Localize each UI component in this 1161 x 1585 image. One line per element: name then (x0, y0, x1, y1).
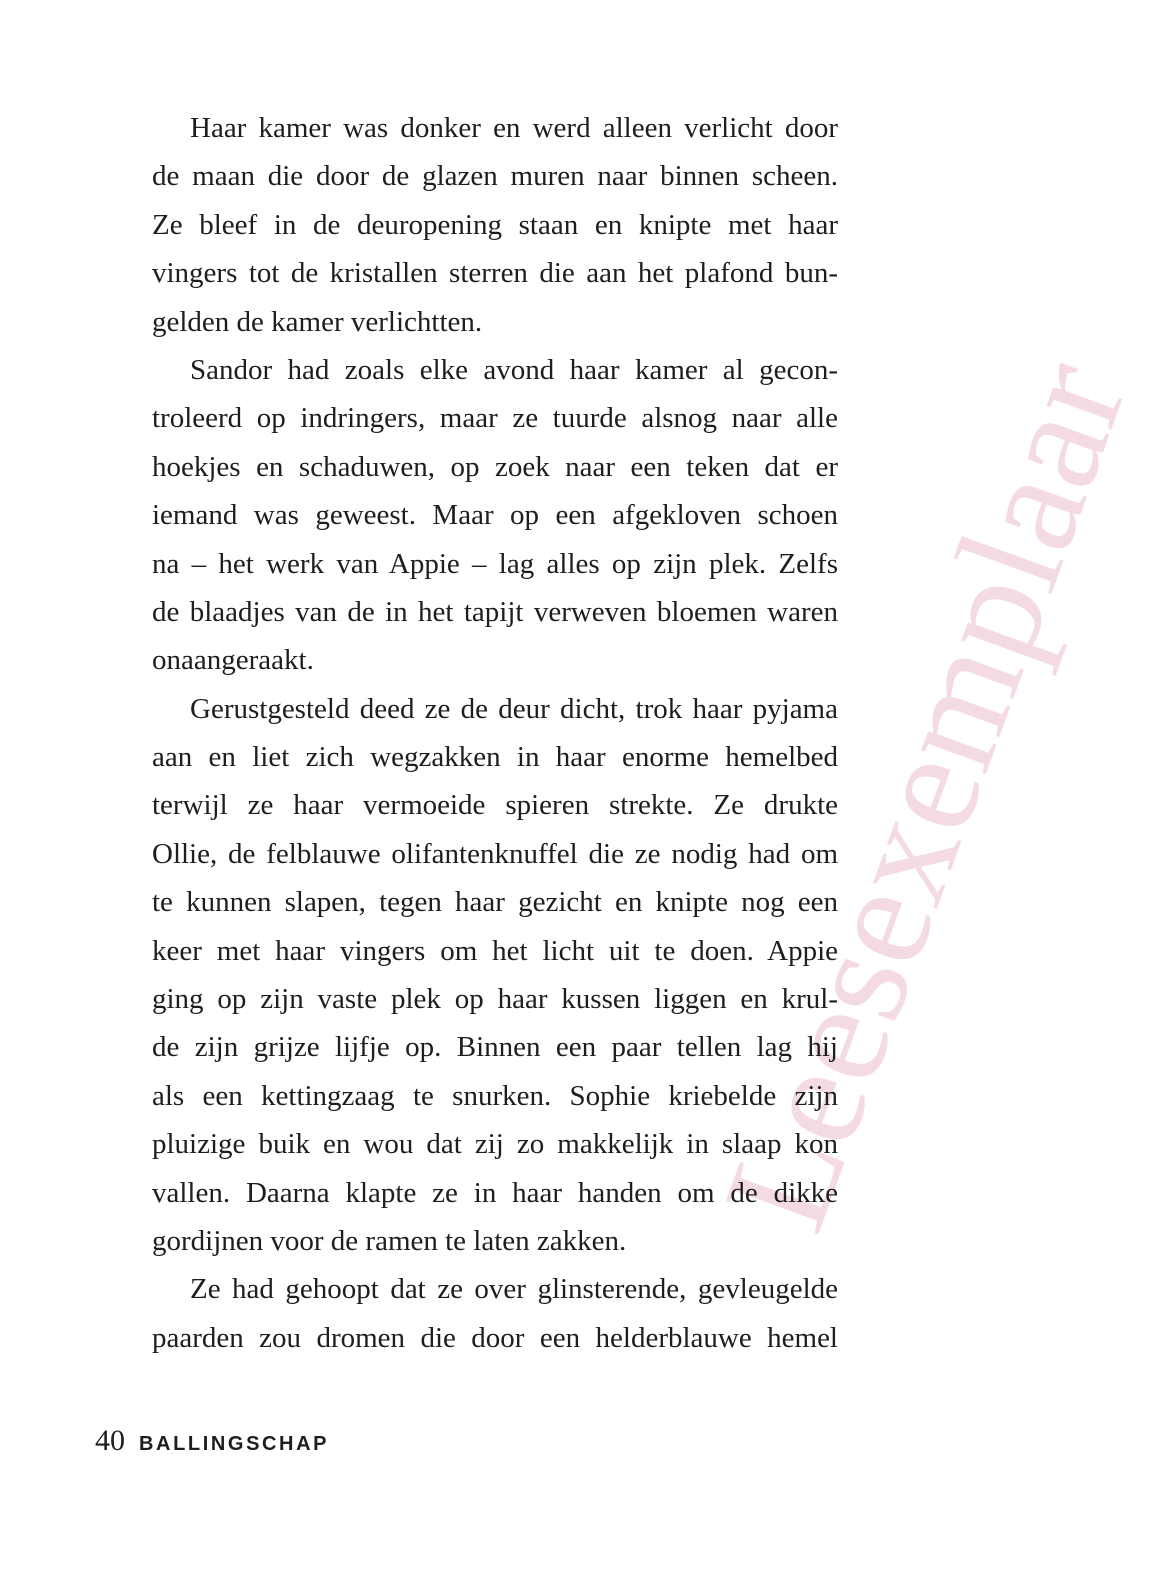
text-line: ging op zijn vaste plek op haar kussen liggen en krul- (152, 983, 838, 1016)
text-line: te kunnen slapen, tegen haar gezicht en knipte nog een (152, 886, 838, 919)
text-line: Ze bleef in de deuropening staan en knipte met haar (152, 208, 838, 241)
text-line: aan en liet zich wegzakken in haar enorme hemelbed (152, 741, 838, 774)
text-line: pluizige buik en wou dat zij zo makkelijk in slaap kon (152, 1128, 838, 1161)
page-footer (95, 1424, 329, 1458)
text-line: gelden de kamer verlichtten. (152, 305, 483, 338)
text-line: Gerustgesteld deed ze de deur dicht, trok haar pyjama (190, 692, 838, 725)
running-head: BALLINGSCHAP (139, 1433, 330, 1455)
text-line: als een kettingzaag te snurken. Sophie kriebelde zijn (152, 1079, 838, 1112)
text-line: keer met haar vingers om het licht uit te doen. Appie (152, 934, 838, 967)
text-line: gordijnen voor de ramen te laten zakken. (152, 1224, 627, 1257)
text-line: de maan die door de glazen muren naar binnen scheen. (152, 160, 838, 193)
text-line: terwijl ze haar vermoeide spieren strekte. Ze drukte (152, 789, 838, 822)
text-line: de blaadjes van de in het tapijt verweven bloemen waren (152, 595, 838, 628)
body-text (152, 104, 838, 1362)
paragraph-1 (152, 104, 838, 346)
paragraph-4 (152, 1265, 838, 1362)
text-line: paarden zou dromen die door een helderblauwe hemel (152, 1321, 838, 1354)
text-line: hoekjes en schaduwen, op zoek naar een teken dat er (152, 450, 838, 483)
text-line: Sandor had zoals elke avond haar kamer al gecon- (190, 353, 838, 386)
watermark-leesexemplaar: Leesexemplaar (691, 340, 1159, 1250)
text-line: vingers tot de kristallen sterren die aan het plafond bun- (152, 257, 838, 290)
paragraph-2 (152, 346, 838, 685)
text-line: Haar kamer was donker en werd alleen verlicht door (190, 112, 838, 144)
text-line: vallen. Daarna klapte ze in haar handen om de dikke (152, 1176, 838, 1209)
text-line: iemand was geweest. Maar op een afgekloven schoen (152, 499, 838, 532)
text-line: de zijn grijze lijfje op. Binnen een paar tellen lag hij (152, 1031, 838, 1064)
text-line: onaangeraakt. (152, 644, 314, 677)
paragraph-3 (152, 685, 838, 1266)
text-line: na – het werk van Appie – lag alles op zijn plek. Zelfs (152, 547, 838, 580)
text-line: Ollie, de felblauwe olifantenknuffel die ze nodig had om (152, 837, 838, 870)
text-line: troleerd op indringers, maar ze tuurde alsnog naar alle (152, 402, 838, 435)
page-number: 40 (95, 1424, 125, 1457)
text-line: Ze had gehoopt dat ze over glinsterende, gevleugelde (190, 1273, 838, 1306)
